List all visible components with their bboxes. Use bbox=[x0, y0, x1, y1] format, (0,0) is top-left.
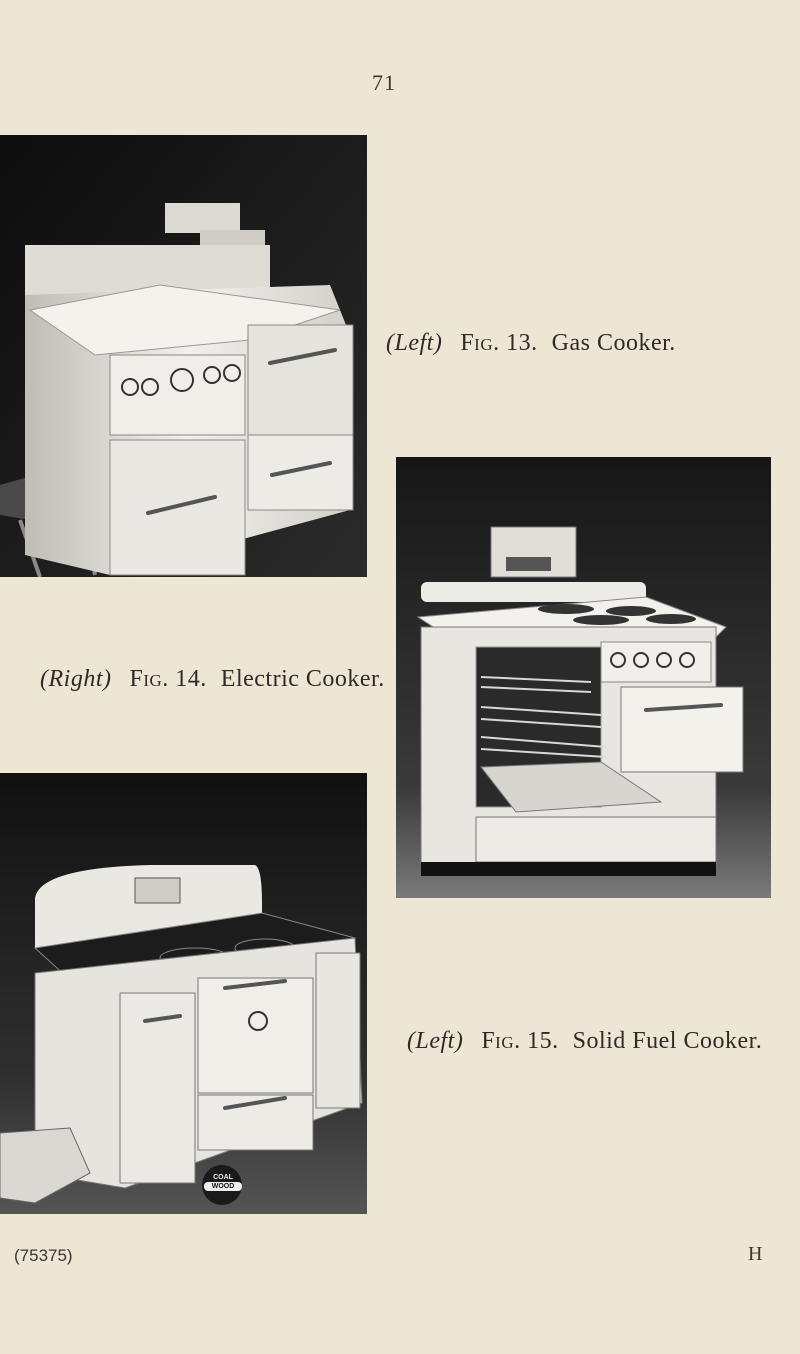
coal-wood-badge bbox=[204, 1173, 242, 1191]
solid-fuel-cooker-photo bbox=[0, 773, 367, 1214]
figure-15-label: Fig. 15. bbox=[481, 1028, 559, 1054]
print-code: (75375) bbox=[14, 1246, 73, 1265]
figure-14-position: (Right) bbox=[40, 666, 112, 692]
figure-13-position: (Left) bbox=[386, 330, 443, 356]
badge-coal-text: COAL bbox=[213, 1174, 233, 1181]
badge-wood-text: WOOD bbox=[204, 1182, 242, 1191]
signature-mark: H bbox=[748, 1243, 763, 1265]
figure-15-position: (Left) bbox=[407, 1028, 464, 1054]
figure-14-caption bbox=[40, 666, 385, 693]
figure-13-caption bbox=[386, 330, 676, 357]
figure-13-label: Fig. 13. bbox=[460, 330, 538, 356]
figure-13-title: Gas Cooker. bbox=[551, 330, 676, 356]
page-number: 71 bbox=[372, 70, 396, 95]
figure-15-title: Solid Fuel Cooker. bbox=[572, 1028, 763, 1054]
figure-15-caption bbox=[407, 1028, 762, 1055]
electric-cooker-photo bbox=[396, 457, 771, 898]
gas-cooker-photo bbox=[0, 135, 367, 577]
figure-14-label: Fig. 14. bbox=[129, 666, 207, 692]
figure-14-title: Electric Cooker. bbox=[220, 666, 385, 692]
